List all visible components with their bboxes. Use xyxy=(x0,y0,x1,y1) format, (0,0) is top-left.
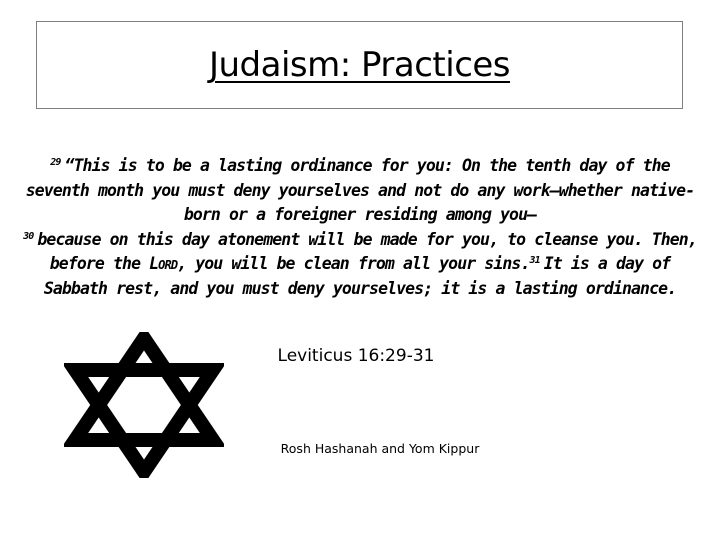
verse-30-text-start: because on this day atonement will be made for you, to cleanse you. Then, before the xyxy=(37,229,697,273)
verse-29-text: “This is to be a lasting ordinance for you: On the tenth day of the seventh month you must deny yourselves and not do any work—whether native-born or a foreigner residing among you— xyxy=(25,156,695,224)
title-box xyxy=(36,21,683,109)
scripture-reference: Leviticus 16:29-31 xyxy=(277,346,435,366)
verse-number-30: 30 xyxy=(23,230,34,242)
scripture-passage xyxy=(22,154,698,301)
slide-title: Judaism: Practices xyxy=(208,45,511,85)
verse-number-29: 29 xyxy=(50,157,61,168)
verse-number-31: 31 xyxy=(529,255,540,266)
verse-31-text: It is a day of Sabbath rest, and you must deny yourselves; it is a lasting ordinance. xyxy=(43,254,677,298)
verse-30-text-end: , you will be clean from all your sins. xyxy=(177,254,530,273)
lord-small-caps: Lord xyxy=(149,254,178,273)
holidays-caption: Rosh Hashanah and Yom Kippur xyxy=(280,441,480,456)
star-of-david-icon xyxy=(64,332,224,478)
